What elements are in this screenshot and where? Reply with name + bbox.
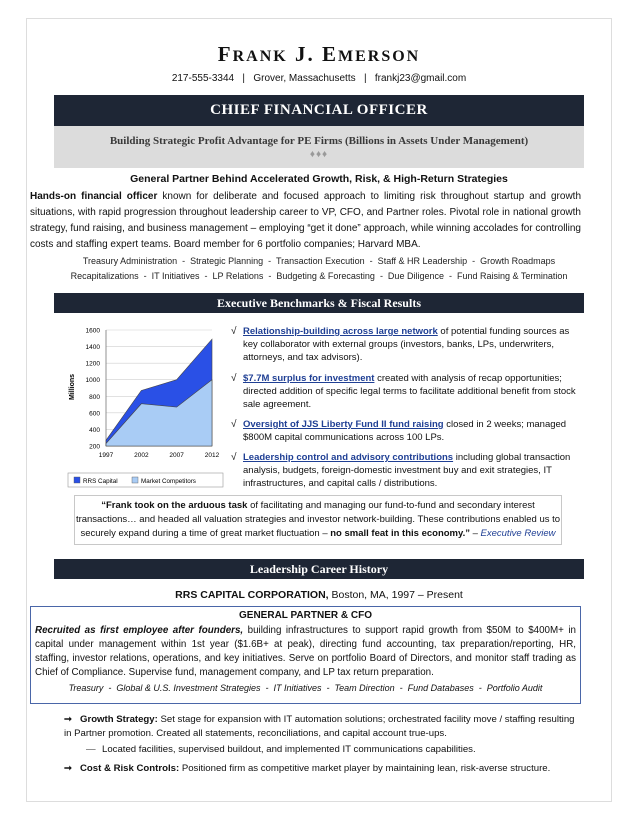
x-tick-label: 2002 (134, 452, 149, 459)
keywords-line-2: Recapitalizations - IT Initiatives - LP Relations - Budgeting & Forecasting - Due Diligence - Fund Raising & Termination (70, 271, 568, 281)
bullet-lead: Oversight of JJS Liberty Fund II fund raising (243, 419, 444, 430)
summary-headline: General Partner Behind Accelerated Growth, Risk, & High-Return Strategies (130, 173, 508, 185)
quote-source: Executive Review (480, 528, 556, 539)
name-rest-1: RANK (232, 48, 288, 65)
name-initial-2: E (321, 42, 338, 66)
dash-icon: — (86, 744, 96, 755)
bullet-lead: Relationship-building across large network (243, 326, 438, 337)
y-tick-label: 400 (89, 426, 100, 434)
x-tick-label: 1997 (98, 452, 114, 459)
candidate-name (26, 42, 612, 67)
bullet-lead: $7.7M surplus for investment (243, 373, 375, 384)
x-tick-label: 2007 (169, 452, 184, 459)
summary-paragraph (30, 189, 581, 253)
summary-body: known for deliberate and focused approach to limiting risk throughout startup and growth situations, with rapid progression throughout leadership career to VP, CFO, and Partner roles. Pivotal role in national growth strategy, fund raising, and business management – employing “get it done” approach, while winning accolades for controlling costs and staffing expert teams. Board member for 6 portfolio companies; Harvard MBA. (30, 191, 581, 250)
benchmark-bullet (231, 325, 583, 364)
company-details: Boston, MA, 1997 – Present (328, 589, 463, 601)
company-line (26, 589, 612, 601)
legend-label: RRS Capital (83, 478, 118, 485)
role-box (30, 606, 581, 704)
growth-chart (58, 320, 230, 492)
y-tick-label: 1400 (85, 344, 100, 352)
achievement-item (64, 762, 576, 776)
y-tick-label: 200 (89, 443, 100, 451)
benchmark-bullet (231, 372, 583, 411)
achievement-text: Located facilities, supervised buildout, and implemented IT communications capabilities. (102, 744, 476, 755)
achievement-text: Set stage for expansion with IT automation solutions; orchestrated facility move / staffing resulting in Partner promotion. Created all statements, reconciliations, and capital account true-ups. (64, 714, 575, 739)
check-mark-icon: √ (231, 419, 237, 430)
chart-x-ticks (99, 452, 220, 459)
role-title: GENERAL PARTNER & CFO (239, 610, 372, 621)
name-rest-2: MERSON (337, 48, 421, 65)
quote-dash: – (469, 528, 481, 539)
chart-y-label: Millions (69, 373, 76, 401)
legend-label: Market Competitors (141, 478, 196, 485)
role-text: building infrastructures to support rapid growth from $50M to $400M+ in capital under management within 1st year ($1.6B+ at peak), directing fund accounting, tax preparation/reporting, HR, staffing, investor relations, operations, and key initiatives. Serve on portfolio Board of Directors, and monitor staff trading as Chief of Compliance. Supervise fund, management company, and LP tax return preparation. (35, 625, 577, 678)
quote-text: of facilitating and managing our fund-to-fund and secondary interest transactions… and headed all valuation strategies and investor network-building. These contributions enabled us to securely expand during a time of great market fluctuation – (75, 500, 561, 539)
tagline: Building Strategic Profit Advantage for PE Firms (Billions in Assets Under Management) (109, 135, 529, 147)
career-section-title: Leadership Career History (54, 559, 584, 579)
quote-bold-start: “Frank took on the arduous task (101, 500, 248, 511)
benchmarks-section-title: Executive Benchmarks & Fiscal Results (54, 293, 584, 313)
bullet-text: of potential funding sources as key collaborator with external groups (investors, banks, LPs, underwriters, attorneys, and tax advisors). (243, 326, 570, 363)
quote-bold-end: no small feat in this economy.” (330, 528, 470, 539)
bullet-text: created with analysis of recap opportunities; directed addition of specific legal terms to facilitate additional benefit from stock sale agreement. (243, 373, 576, 410)
arrow-icon: ➞ (64, 714, 73, 725)
achievement-text: Positioned firm as competitive market player by maintaining lean, risk-averse structure. (179, 763, 551, 774)
role-lead: Recruited as first employee after founders, (35, 625, 244, 636)
achievement-item (64, 713, 576, 741)
ornament: ♦♦♦ (309, 149, 329, 160)
role-description (31, 624, 580, 680)
y-tick-label: 800 (89, 393, 100, 401)
y-tick-label: 600 (89, 410, 100, 418)
achievement-label: Growth Strategy: (80, 714, 158, 725)
legend-swatch (132, 477, 138, 483)
name-middle: J. (287, 42, 322, 66)
bullet-text: closed in 2 weeks; managed $800M capital communications across 100 LPs. (243, 419, 567, 443)
check-mark-icon: √ (231, 452, 237, 463)
chart-y-ticks (86, 328, 101, 451)
benchmark-bullet (231, 451, 583, 490)
check-mark-icon: √ (231, 373, 237, 384)
role-keywords: Treasury - Global & U.S. Investment Strategies - IT Initiatives - Team Direction - Fund Databases - Portfolio Audit (68, 683, 543, 693)
keywords-line-1: Treasury Administration - Strategic Planning - Transaction Execution - Staff & HR Leadership - Growth Roadmaps (82, 256, 556, 266)
y-tick-label: 1000 (85, 377, 100, 385)
name-initial-1: F (217, 42, 233, 66)
check-mark-icon: √ (231, 326, 237, 337)
tagline-band (54, 126, 584, 168)
testimonial-quote (74, 495, 562, 545)
summary-lead: Hands-on financial officer (30, 191, 158, 202)
achievement-subitem (86, 743, 576, 757)
y-tick-label: 1200 (85, 360, 100, 368)
contact-line: 217-555-3344 | Grover, Massachusetts | frankj23@gmail.com (171, 73, 467, 84)
arrow-icon: ➞ (64, 763, 73, 774)
chart-areas (106, 339, 212, 446)
job-title-band: CHIEF FINANCIAL OFFICER (54, 95, 584, 126)
bullet-lead: Leadership control and advisory contributions (243, 452, 454, 463)
bullet-text: including global transaction analysis, budgets, foreign-domestic investment buy and exit strategies, IT infrastructures, and capital calls / distributions. (243, 452, 571, 489)
y-tick-label: 1600 (85, 327, 100, 335)
x-tick-label: 2012 (204, 452, 220, 459)
benchmark-bullet (231, 418, 583, 444)
company-name: RRS CAPITAL CORPORATION, (175, 589, 329, 601)
legend-swatch (74, 477, 80, 483)
achievement-label: Cost & Risk Controls: (80, 763, 180, 774)
